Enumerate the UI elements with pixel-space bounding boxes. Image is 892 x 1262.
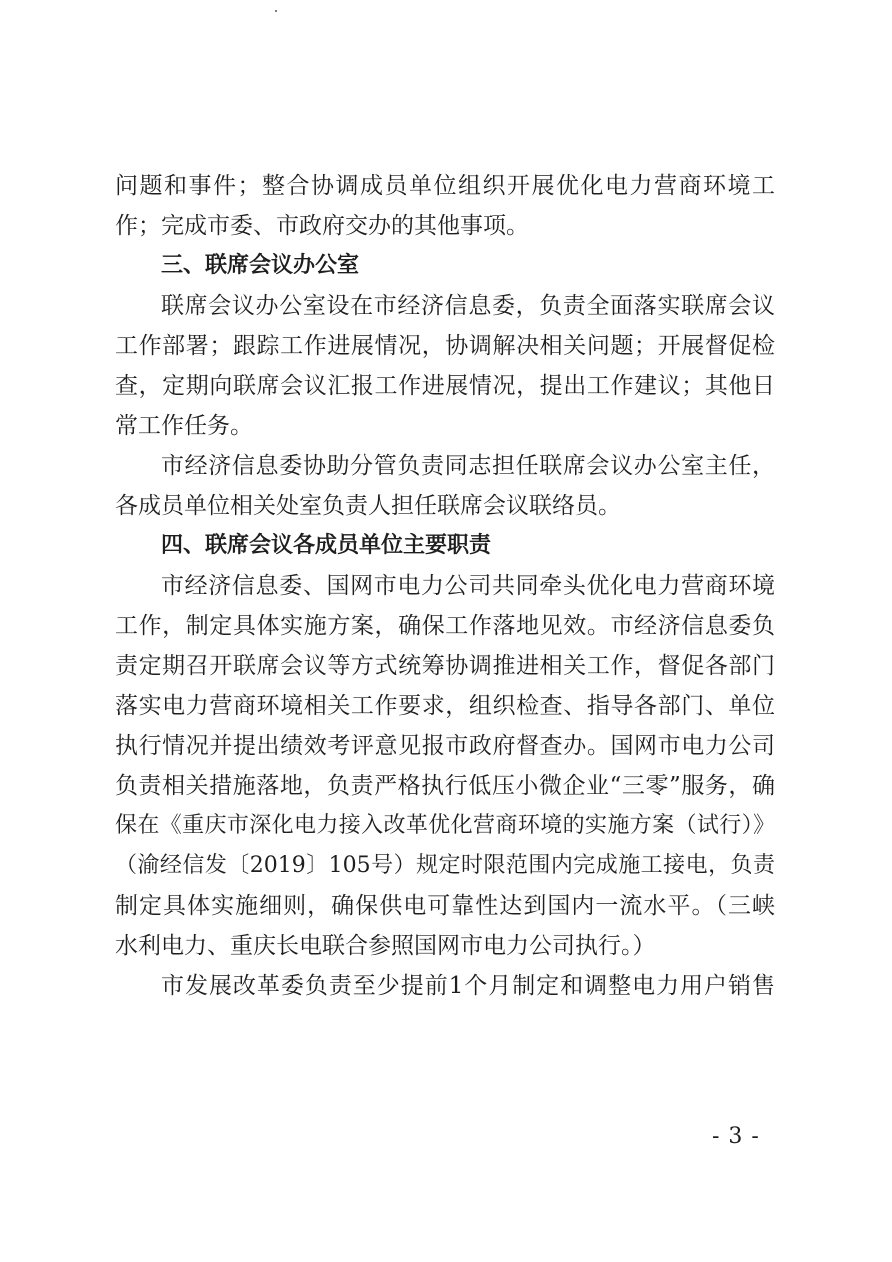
text-line: 作；完成市委、市政府交办的其他事项。	[115, 213, 529, 239]
text-line: 负责相关措施落地，负责严格执行低压小微企业“三零”服务，确	[115, 773, 775, 799]
text-line: 水利电力、重庆长电联合参照国网市电力公司执行。）	[115, 933, 656, 959]
paragraph-first-line: 市发展改革委负责至少提前1个月制定和调整电力用户销售	[161, 973, 775, 999]
paragraph-first-line: 联席会议办公室设在市经济信息委，负责全面落实联席会议	[161, 293, 775, 319]
text-line: 各成员单位相关处室负责人担任联席会议联络员。	[115, 493, 621, 519]
text-line: 制定具体实施细则，确保供电可靠性达到国内一流水平。（三峡	[115, 893, 775, 919]
paragraph-first-line: 市经济信息委、国网市电力公司共同牵头优化电力营商环境	[161, 573, 775, 599]
section-heading: 四、联席会议各成员单位主要职责	[161, 533, 492, 558]
body-text	[115, 166, 775, 1006]
text-line: （渝经信发〔2019〕105号）规定时限范围内完成施工接电，负责	[115, 853, 775, 878]
text-line: 执行情况并提出绩效考评意见报市政府督查办。国网市电力公司	[115, 733, 775, 759]
text-line: 落实电力营商环境相关工作要求，组织检查、指导各部门、单位	[115, 693, 775, 719]
text-line: 工作部署；跟踪工作进展情况，协调解决相关问题；开展督促检	[115, 333, 775, 359]
section-heading: 三、联席会议办公室	[161, 253, 360, 278]
text-line: 责定期召开联席会议等方式统筹协调推进相关工作，督促各部门	[115, 653, 775, 679]
page-number: - 3 -	[712, 1124, 760, 1149]
text-line: 工作，制定具体实施方案，确保工作落地见效。市经济信息委负	[115, 613, 775, 639]
paragraph-first-line: 市经济信息委协助分管负责同志担任联席会议办公室主任，	[161, 453, 775, 479]
text-line: 查，定期向联席会议汇报工作进展情况，提出工作建议；其他日	[115, 373, 775, 399]
text-line: 常工作任务。	[115, 413, 253, 439]
text-line: 保在《重庆市深化电力接入改革优化营商环境的实施方案（试行）》	[115, 813, 775, 838]
scan-speck	[275, 10, 277, 12]
text-line: 问题和事件；整合协调成员单位组织开展优化电力营商环境工	[115, 173, 775, 199]
